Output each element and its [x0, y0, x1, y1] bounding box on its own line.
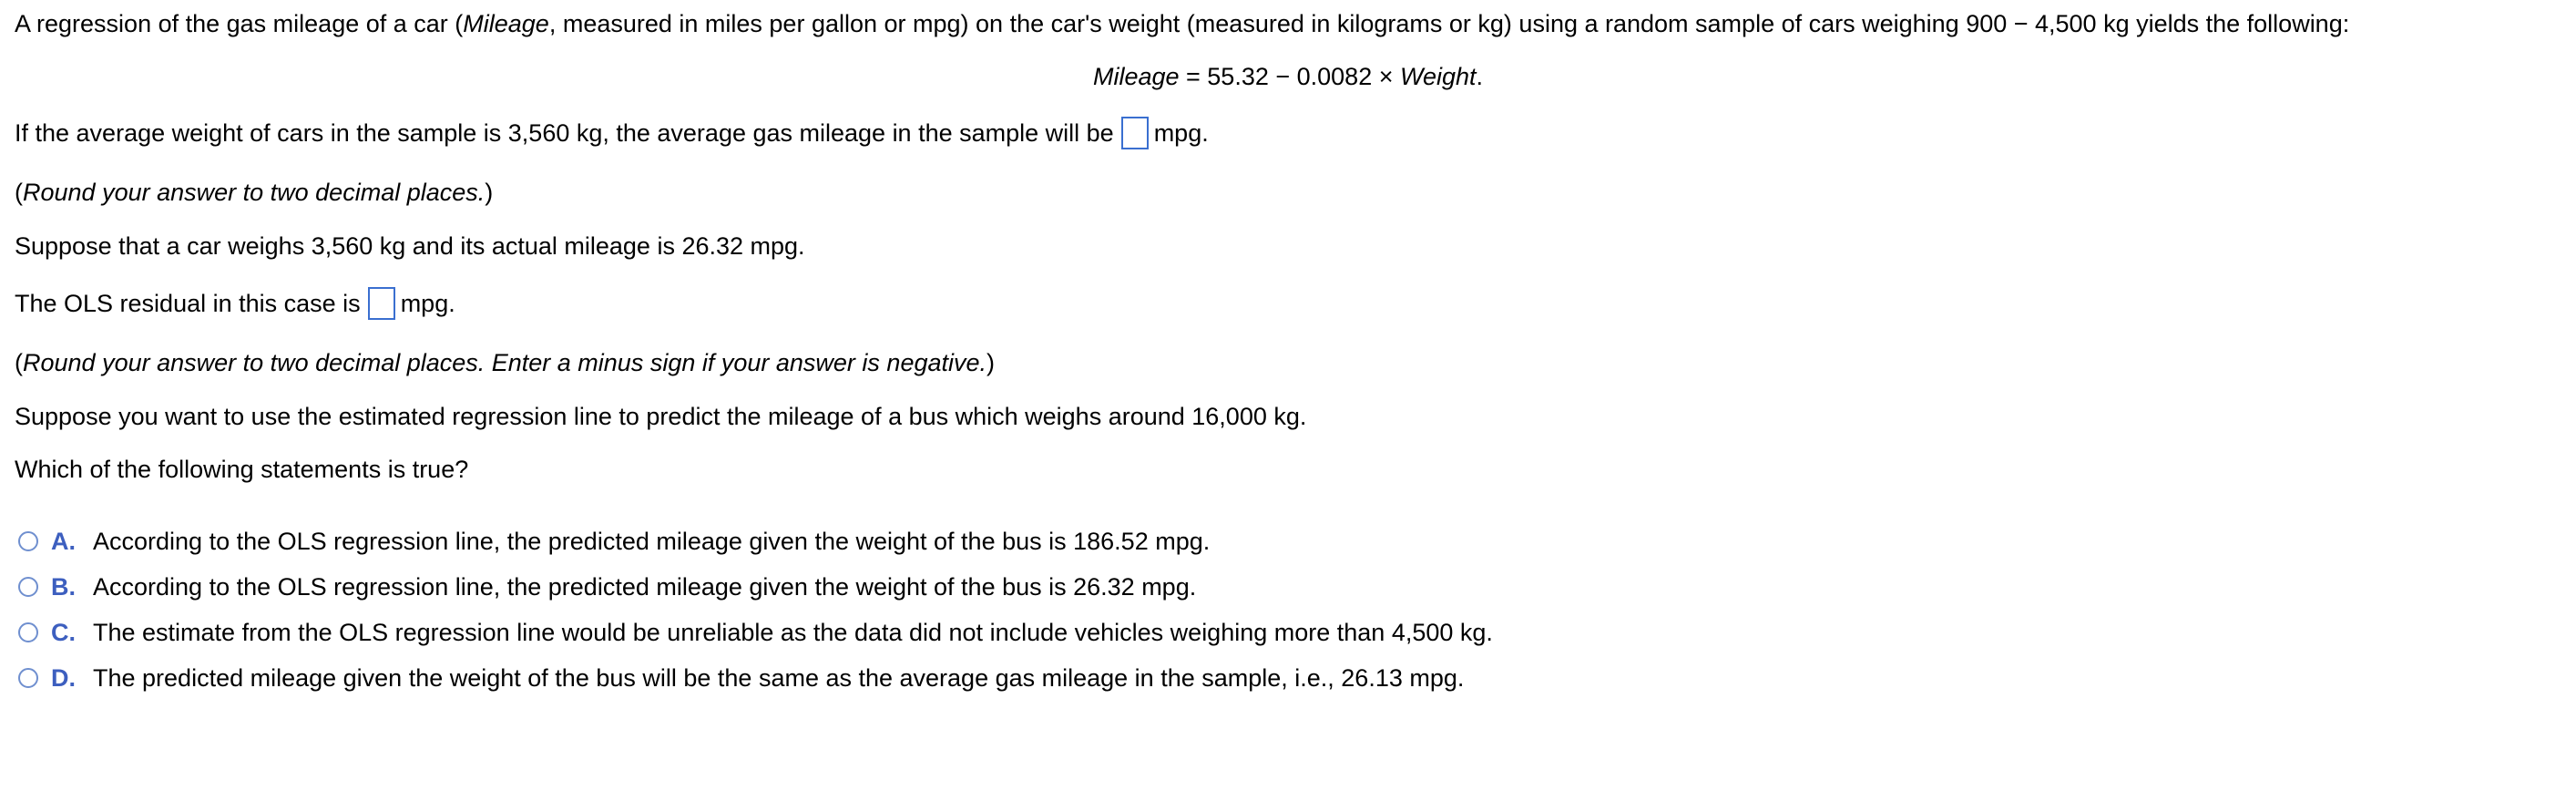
equation-end: .	[1476, 63, 1484, 90]
choice-text: The estimate from the OLS regression line would be unreliable as the data did not include vehicles weighing more than 4,500 kg.	[93, 619, 1493, 646]
intro-mileage-term: Mileage	[463, 10, 549, 37]
question-1-text: If the average weight of cars in the sample is 3,560 kg, the average gas mileage in the sample will be	[15, 119, 1114, 148]
question-2-instruction: (Round your answer to two decimal places. Enter a minus sign if your answer is negative.)	[15, 349, 996, 376]
question-1-unit: mpg.	[1153, 119, 1209, 148]
choice-a[interactable]	[18, 527, 1210, 556]
choice-letter: B.	[51, 573, 76, 601]
choice-letter: A.	[51, 528, 76, 555]
question-1-instruction-text: Round your answer to two decimal places.	[23, 179, 486, 206]
choice-d[interactable]	[18, 663, 1464, 693]
equation-middle: = 55.32 − 0.0082 ×	[1179, 63, 1400, 90]
question-2-unit: mpg.	[400, 290, 455, 318]
radio-button-icon[interactable]	[18, 531, 38, 551]
intro-part1: A regression of the gas mileage of a car (	[15, 10, 464, 37]
question-2	[15, 289, 455, 322]
choice-letter: C.	[51, 619, 76, 646]
regression-equation	[0, 62, 2576, 91]
average-mileage-answer-input[interactable]	[1121, 117, 1149, 149]
ols-residual-answer-input[interactable]	[368, 287, 395, 320]
radio-button-icon[interactable]	[18, 668, 38, 688]
radio-button-icon[interactable]	[18, 577, 38, 597]
choice-b[interactable]	[18, 572, 1196, 601]
statement-2: Suppose that a car weighs 3,560 kg and its actual mileage is 26.32 mpg.	[15, 232, 805, 260]
equation-lhs: Mileage	[1092, 63, 1180, 90]
choice-c[interactable]	[18, 618, 1493, 647]
intro-part2: , measured in miles per gallon or mpg) on the car's weight (measured in kilograms or kg) using a random sample of cars weighing 900 − 4,500 kg yields the following:	[548, 10, 2350, 37]
radio-button-icon[interactable]	[18, 622, 38, 642]
question-2-text: The OLS residual in this case is	[15, 290, 361, 318]
choice-text: The predicted mileage given the weight of the bus will be the same as the average gas mileage in the sample, i.e., 26.13 mpg.	[93, 664, 1465, 692]
choice-letter: D.	[51, 664, 76, 692]
question-1	[15, 118, 1209, 151]
choice-text: According to the OLS regression line, the predicted mileage given the weight of the bus is 26.32 mpg.	[93, 573, 1197, 601]
equation-rhs: Weight	[1399, 63, 1477, 90]
choice-text: According to the OLS regression line, the predicted mileage given the weight of the bus is 186.52 mpg.	[93, 528, 1211, 555]
statement-3: Suppose you want to use the estimated regression line to predict the mileage of a bus which weighs around 16,000 kg.	[15, 403, 1307, 430]
question-1-instruction: (Round your answer to two decimal places.)	[15, 179, 494, 206]
question-2-instruction-text: Round your answer to two decimal places. Enter a minus sign if your answer is negative.	[23, 349, 987, 376]
question-3: Which of the following statements is true?	[15, 456, 469, 483]
intro-text	[15, 9, 2349, 38]
